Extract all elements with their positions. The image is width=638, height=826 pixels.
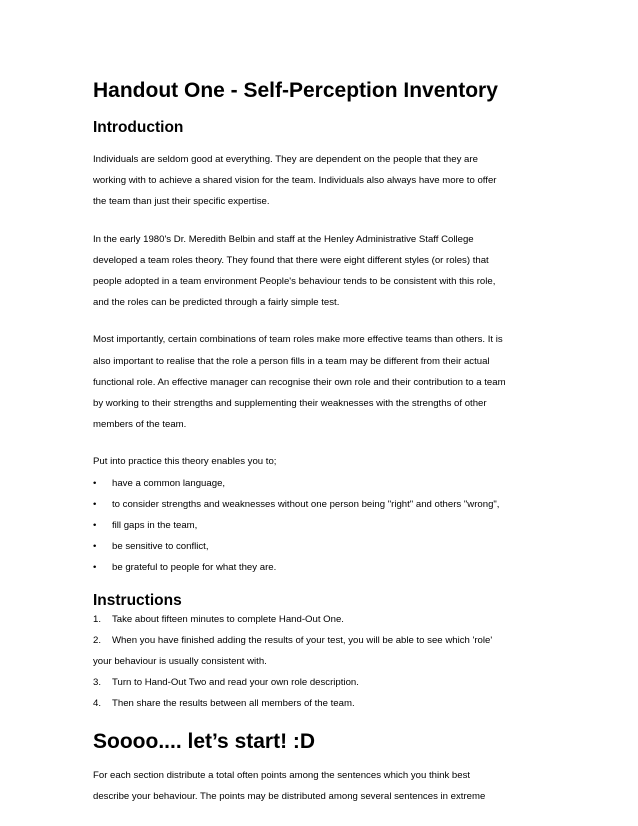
step-number: 4. (93, 698, 102, 710)
line: Individuals are seldom good at everything. They are dependent on the people that they are (93, 154, 478, 165)
list-item (93, 609, 553, 630)
list-item (93, 536, 553, 557)
line: For each section distribute a total often points among the sentences which you think best (93, 769, 471, 781)
step-number: 2. (93, 634, 102, 646)
intro-paragraph-3 (93, 329, 553, 435)
line: developed a team roles theory. They found that there were eight different styles (or roles) that (93, 254, 489, 266)
line: also important to realise that the role a person fills in a team may be different from their actual (93, 355, 490, 367)
introduction-heading: Introduction (93, 119, 184, 136)
intro-paragraph-1 (93, 149, 553, 213)
bullet-glyph: • (93, 541, 97, 553)
list-item (93, 630, 553, 672)
line: Most importantly, certain combinations of team roles make more effective teams than others. It is (93, 334, 503, 346)
start-heading: Soooo.... let’s start! :D (93, 729, 316, 753)
line: people adopted in a team environment People's behaviour tends to be consistent with this role, (93, 276, 496, 288)
list-item (93, 693, 553, 714)
list-item-text: to consider strengths and weaknesses without one person being "right" and others "wrong", (112, 498, 500, 510)
bullet-glyph: • (93, 520, 97, 532)
line: the team than just their specific expertise. (93, 196, 270, 208)
line: In the early 1980's Dr. Meredith Belbin and staff at the Henley Administrative Staff College (93, 233, 474, 245)
document-title: Handout One - Self-Perception Inventory (93, 79, 498, 102)
step-text: Turn to Hand-Out Two and read your own role description. (112, 677, 359, 689)
line: functional role. An effective manager can recognise their own role and their contribution to a team (93, 376, 506, 388)
intro-paragraph-2 (93, 229, 553, 314)
list-item (93, 494, 553, 515)
list-item (93, 672, 553, 693)
list-item (93, 515, 553, 536)
list-item-text: have a common language, (112, 477, 226, 489)
list-item (93, 557, 553, 578)
line: by working to their strengths and supplementing their weaknesses with the strengths of other (93, 398, 487, 410)
list-item-text: fill gaps in the team, (112, 520, 198, 532)
step-text: Then share the results between all members of the team. (112, 698, 355, 710)
bullet-glyph: • (93, 498, 97, 510)
line: members of the team. (93, 419, 187, 431)
line: working with to achieve a shared vision for the team. Individuals also always have more to offer (93, 175, 497, 187)
list-item-text: be sensitive to conflict, (112, 541, 209, 553)
bullet-glyph: • (93, 562, 97, 574)
list-item (93, 473, 553, 494)
instructions-heading: Instructions (93, 591, 182, 609)
step-number: 1. (93, 613, 102, 625)
instructions-list (93, 609, 553, 715)
line: describe your behaviour. The points may be distributed among several sentences in extreme (93, 790, 486, 802)
document-page (93, 78, 553, 807)
practice-intro: Put into practice this theory enables you to; (93, 456, 277, 468)
bullet-glyph: • (93, 477, 97, 489)
list-item-text: be grateful to people for what they are. (112, 562, 277, 574)
benefits-list (93, 473, 553, 579)
line: and the roles can be predicted through a fairly simple test. (93, 297, 340, 309)
step-text: Take about fifteen minutes to complete Hand-Out One. (112, 613, 344, 625)
final-paragraph (93, 765, 553, 807)
step-number: 3. (93, 677, 102, 689)
step-text: When you have finished adding the results of your test, you will be able to see which 'role' (112, 634, 493, 646)
step-text-continued: your behaviour is usually consistent with. (93, 656, 267, 668)
